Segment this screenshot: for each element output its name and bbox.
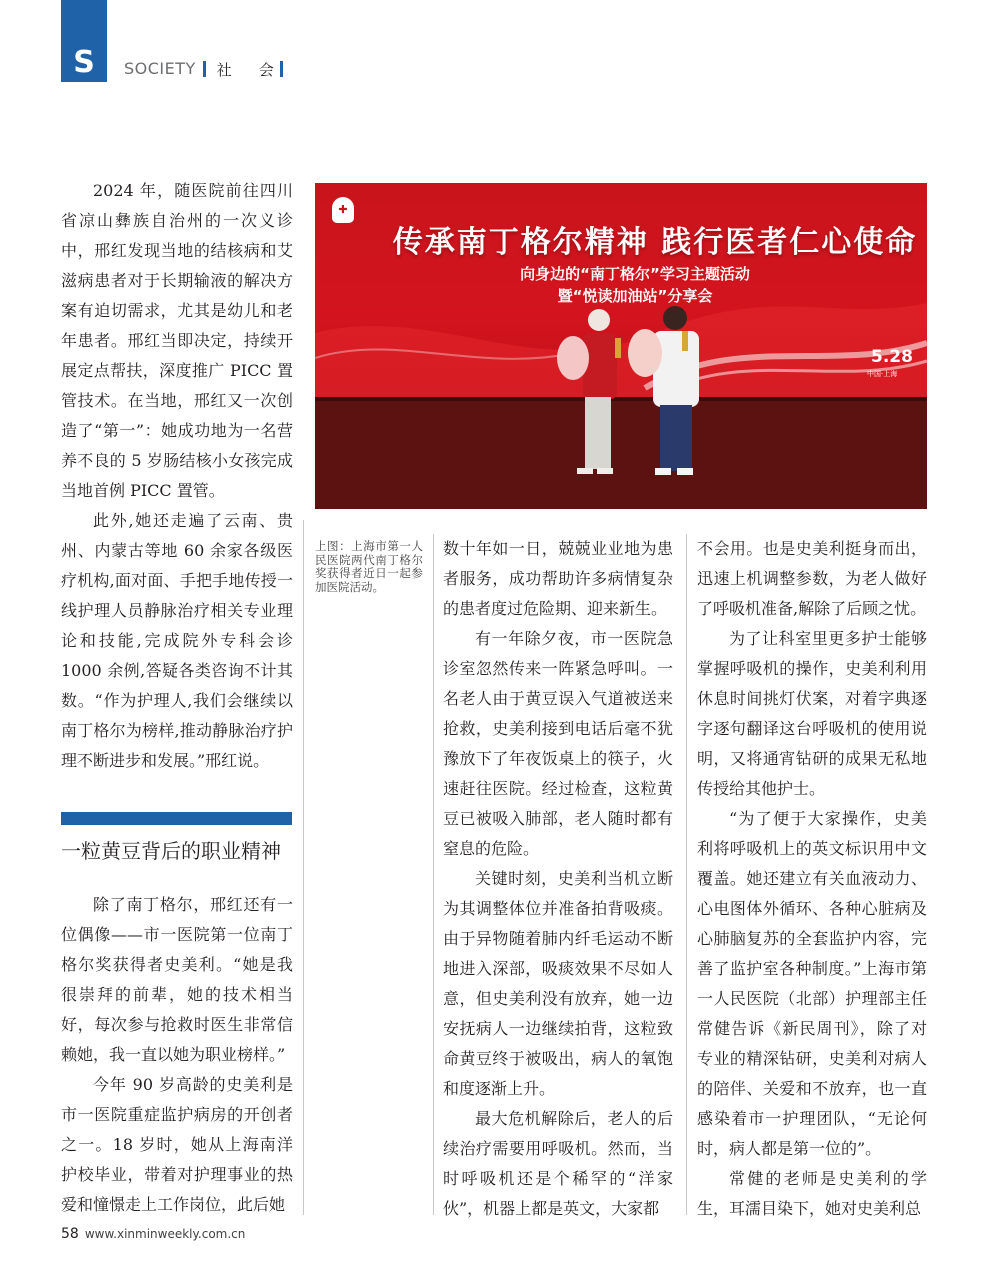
banner-subtitle: 向身边的“南丁格尔”学习主题活动 [520, 265, 750, 283]
column-divider [433, 534, 434, 1215]
banner-date: 5.28 [871, 347, 913, 367]
section-name-en: SOCIETY [124, 59, 196, 78]
paragraph: 除了南丁格尔，邢红还有一位偶像——市一医院第一位南丁格尔奖获得者史美利。“她是我很崇拜的前辈，她的技术相当好，每次参与抢救时医生非常信赖她，我一直以她为职业榜样。” [61, 895, 293, 1064]
page-footer [61, 1226, 245, 1242]
section-name-cn [203, 59, 283, 80]
banner-title: 传承南丁格尔精神 践行医者仁心使命 [392, 225, 918, 260]
banner-place: 中国·上海 [867, 370, 898, 378]
paragraph: “为了便于大家操作，史美利将呼吸机上的英文标识用中文覆盖。她还建立有关血液动力、心电图体外循环、各种心脏病及心肺脑复苏的全套监护内容，完善了监护室各种制度。”上海市第一人民医院（北部）护理部主任常健告诉《新民周刊》，除了对专业的精深钻研，史美利对病人的陪伴、关爱和不放弃，也一直感染着市一护理团队，“无论何时，病人都是第一位的”。 [697, 809, 927, 1158]
paragraph: 2024 年，随医院前往四川省凉山彝族自治州的一次义诊中，邢红发现当地的结核病和艾滋病患者对于长期输液的解决方案有迫切需求，尤其是幼儿和老年患者。邢红当即决定，持续开展定点帮扶，深度推广 PICC 置管技术。在当地，邢红又一次创造了“第一”：她成功地为一名营养不良的 5 岁肠结核小女孩完成当地首例 PICC 置管。 [61, 181, 293, 500]
column-divider [686, 534, 687, 1215]
paragraph: 有一年除夕夜，市一医院急诊室忽然传来一阵紧急呼叫。一名老人由于黄豆误入气道被送来抢救，史美利接到电话后毫不犹豫放下了年夜饭桌上的筷子，火速赶往医院。经过检查，这粒黄豆已被吸入肺部，老人随时都有窒息的危险。 [443, 629, 673, 858]
page-number: 58 [61, 1226, 79, 1242]
paragraph: 不会用。也是史美利挺身而出，迅速上机调整参数，为老人做好了呼吸机准备,解除了后顾之忧。 [697, 539, 927, 618]
article-column-4 [697, 534, 927, 1224]
section-tab [61, 0, 107, 82]
hospital-logo-icon: ✚ [332, 197, 354, 223]
site-url[interactable]: www.xinminweekly.com.cn [84, 1227, 246, 1241]
section-heading: 一粒黄豆背后的职业精神 [61, 839, 281, 863]
article-column-3 [443, 534, 673, 1224]
paragraph: 关键时刻，史美利当机立断为其调整体位并准备拍背吸痰。由于异物随着肺内纤毛运动不断地进入深部，吸痰效果不尽如人意，但史美利没有放弃，她一边安抚病人一边继续拍背，这粒致命黄豆终于被吸出，病人的氧饱和度逐渐上升。 [443, 869, 673, 1098]
paragraph: 最大危机解除后，老人的后续治疗需要用呼吸机。然而，当时呼吸机还是个稀罕的“洋家伙”，机器上都是英文，大家都 [443, 1109, 673, 1218]
section-letter: S [73, 45, 95, 80]
paragraph: 数十年如一日，兢兢业业地为患者服务，成功帮助许多病情复杂的患者度过危险期、迎来新生。 [443, 539, 673, 618]
article-column-1-top [61, 176, 293, 776]
banner-subtitle: 暨“悦读加油站”分享会 [557, 287, 713, 305]
paragraph: 常健的老师是史美利的学生，耳濡目染下，她对史美利总 [697, 1169, 927, 1218]
column-divider [303, 520, 304, 1215]
event-photo [315, 183, 927, 509]
section-name-cn-text: 社 会 [216, 61, 280, 79]
divider [203, 61, 206, 77]
heading-bar [61, 812, 292, 825]
article-column-1-bottom [61, 890, 293, 1220]
paragraph: 今年 90 岁高龄的史美利是市一医院重症监护病房的开创者之一。18 岁时，她从上海南洋护校毕业，带着对护理事业的热爱和憧憬走上工作岗位，此后她 [61, 1075, 293, 1214]
divider [280, 61, 283, 77]
paragraph: 为了让科室里更多护士能够掌握呼吸机的操作，史美利利用休息时间挑灯伏案，对着字典逐字逐句翻译这台呼吸机的使用说明，又将通宵钻研的成果无私地传授给其他护士。 [697, 629, 927, 798]
photo-caption: 上图：上海市第一人民医院两代南丁格尔奖获得者近日一起参加医院活动。 [315, 539, 423, 594]
paragraph: 此外,她还走遍了云南、贵州、内蒙古等地 60 余家各级医疗机构,面对面、手把手地传授一线护理人员静脉治疗相关专业理论和技能,完成院外专科会诊 1000 余例,答疑各类咨询不计其数。“作为护理人,我们会继续以南丁格尔为榜样,推动静脉治疗护理不断进步和发展。”邢红说。 [61, 511, 293, 770]
